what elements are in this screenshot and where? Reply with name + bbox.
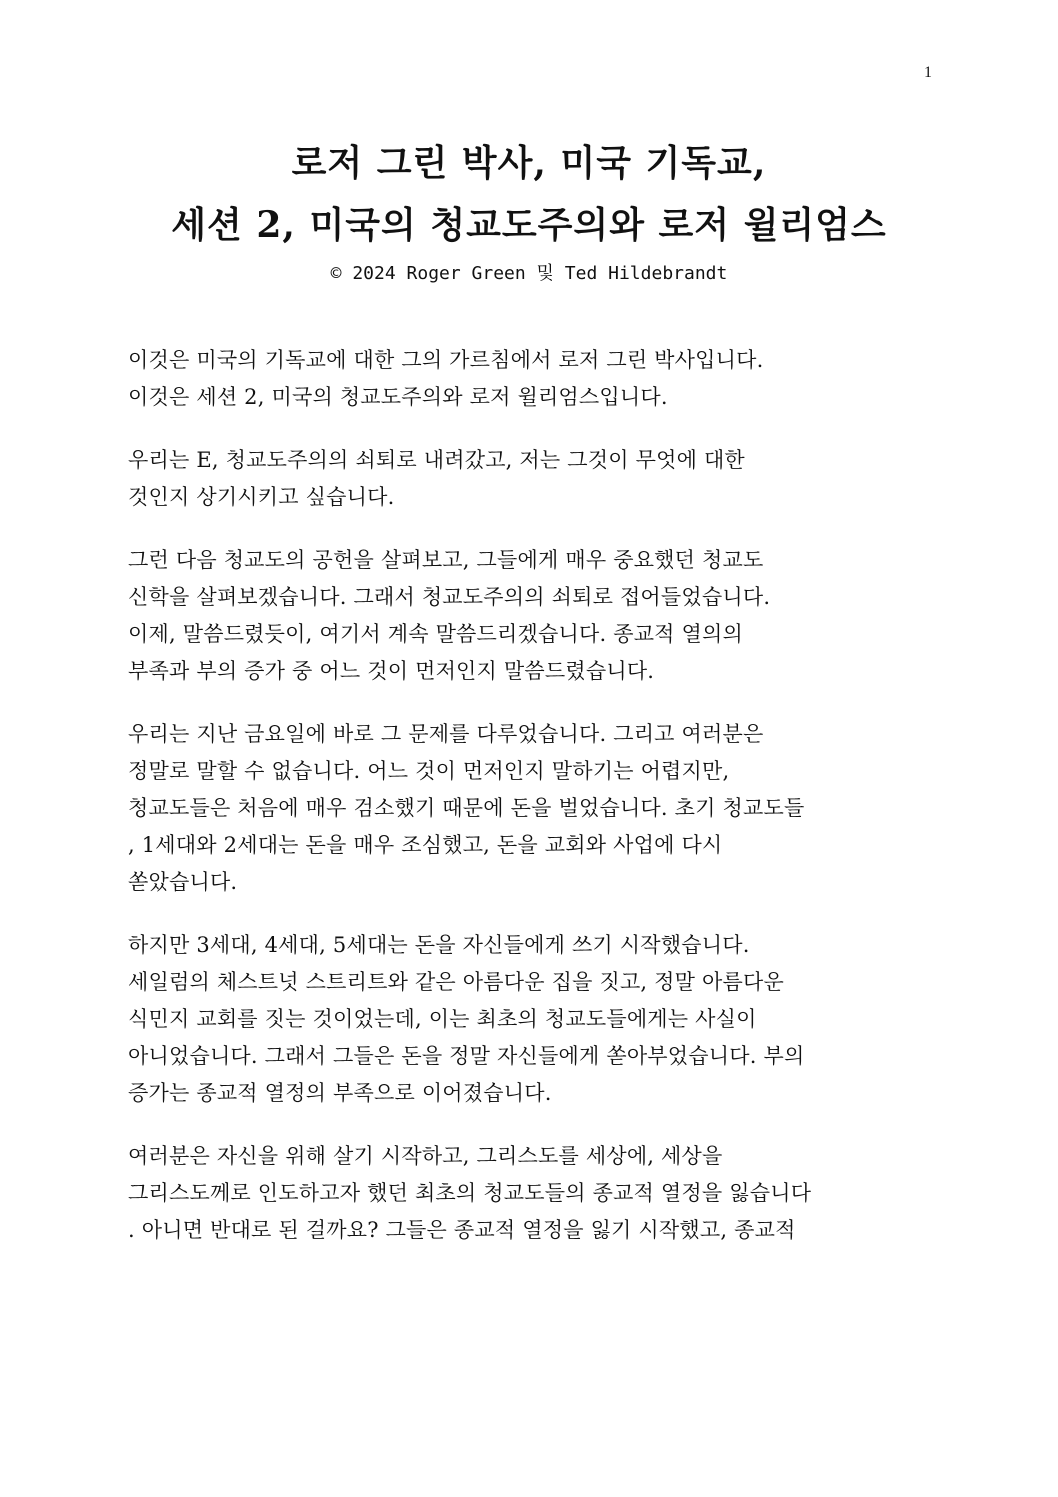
text-line: 세일럼의 체스트넛 스트리트와 같은 아름다운 집을 짓고, 정말 아름다운 [128,970,784,994]
text-line: 것인지 상기시키고 싶습니다. [128,485,395,509]
text-line: 식민지 교회를 짓는 것이었는데, 이는 최초의 청교도들에게는 사실이 [128,1007,757,1031]
text-line: 우리는 E, 청교도주의의 쇠퇴로 내려갔고, 저는 그것이 무엇에 대한 [128,448,745,472]
paragraph [128,927,928,1112]
text-line: , 1세대와 2세대는 돈을 매우 조심했고, 돈을 교회와 사업에 다시 [128,833,723,857]
paragraph [128,342,928,416]
text-line: 신학을 살펴보겠습니다. 그래서 청교도주의의 쇠퇴로 접어들었습니다. [128,585,771,609]
text-line: 증가는 종교적 열정의 부족으로 이어졌습니다. [128,1081,552,1105]
text-line: . 아니면 반대로 된 걸까요? 그들은 종교적 열정을 잃기 시작했고, 종교적 [128,1218,796,1242]
paragraph [128,542,928,690]
text-line: 하지만 3세대, 4세대, 5세대는 돈을 자신들에게 쓰기 시작했습니다. [128,933,750,957]
text-line: 쏟았습니다. [128,870,238,894]
paragraph [128,716,928,901]
title-block [0,132,1058,292]
text-line: 그런 다음 청교도의 공헌을 살펴보고, 그들에게 매우 중요했던 청교도 [128,548,764,572]
paragraph [128,1138,928,1249]
text-line: 여러분은 자신을 위해 살기 시작하고, 그리스도를 세상에, 세상을 [128,1144,723,1168]
text-line: 부족과 부의 증가 중 어느 것이 먼저인지 말씀드렸습니다. [128,659,655,683]
paragraph [128,442,928,516]
copyright-notice: © 2024 Roger Green 및 Ted Hildebrandt [330,263,728,284]
document-title-line-2: 세션 2, 미국의 청교도주의와 로저 윌리엄스 [171,204,887,246]
text-line: 아니었습니다. 그래서 그들은 돈을 정말 자신들에게 쏟아부었습니다. 부의 [128,1044,805,1068]
text-line: 그리스도께로 인도하고자 했던 최초의 청교도들의 종교적 열정을 잃습니다 [128,1181,812,1205]
text-line: 이것은 미국의 기독교에 대한 그의 가르침에서 로저 그린 박사입니다. [128,348,764,372]
text-line: 정말로 말할 수 없습니다. 어느 것이 먼저인지 말하기는 어렵지만, [128,759,730,783]
document-title-line-1: 로저 그린 박사, 미국 기독교, [291,142,767,184]
text-line: 우리는 지난 금요일에 바로 그 문제를 다루었습니다. 그리고 여러분은 [128,722,764,746]
text-line: 이제, 말씀드렸듯이, 여기서 계속 말씀드리겠습니다. 종교적 열의의 [128,622,743,646]
text-line: 청교도들은 처음에 매우 검소했기 때문에 돈을 벌었습니다. 초기 청교도들 [128,796,805,820]
text-line: 이것은 세션 2, 미국의 청교도주의와 로저 윌리엄스입니다. [128,385,668,409]
document-body [128,342,928,1275]
page-number: 1 [924,64,932,81]
